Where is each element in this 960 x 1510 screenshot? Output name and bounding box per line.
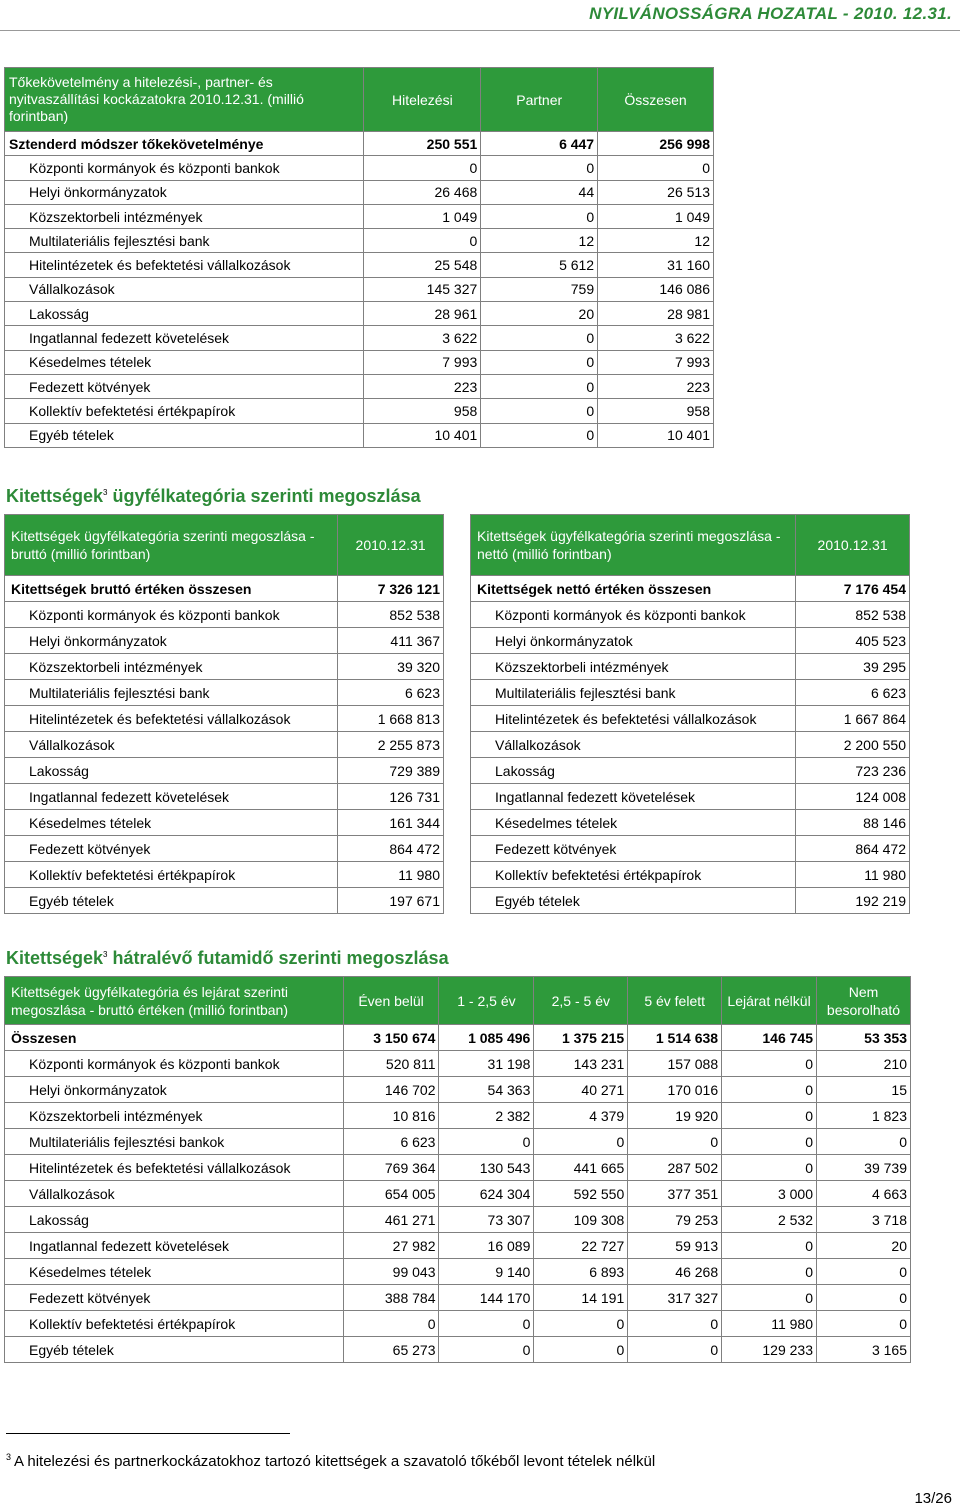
row-value: 26 513 (598, 180, 714, 204)
row-value: 54 363 (439, 1077, 534, 1103)
table1-total-value: 250 551 (364, 132, 481, 156)
table-row (5, 628, 444, 654)
row-value: 79 253 (628, 1207, 722, 1233)
row-label: Vállalkozások (5, 277, 364, 301)
row-value: 0 (364, 229, 481, 253)
table2a-total-row (5, 576, 444, 602)
row-value: 0 (534, 1129, 628, 1155)
table-row (471, 732, 910, 758)
row-value: 5 612 (481, 253, 598, 277)
table3-total-value: 1 514 638 (628, 1025, 722, 1051)
table-row (5, 602, 444, 628)
row-value: 729 389 (338, 758, 444, 784)
table-row (5, 1337, 911, 1363)
row-label: Egyéb tételek (471, 888, 796, 914)
table-row (5, 836, 444, 862)
row-value: 197 671 (338, 888, 444, 914)
row-value: 0 (481, 156, 598, 180)
row-value: 157 088 (628, 1051, 722, 1077)
table-row (471, 810, 910, 836)
row-value: 22 727 (534, 1233, 628, 1259)
row-value: 0 (722, 1077, 817, 1103)
row-label: Kollektív befektetési értékpapírok (5, 399, 364, 423)
row-value: 852 538 (338, 602, 444, 628)
row-value: 170 016 (628, 1077, 722, 1103)
table-row (5, 1129, 911, 1155)
row-value: 11 980 (796, 862, 910, 888)
table3-col-header: Nem besorolható (817, 977, 911, 1025)
row-value: 388 784 (343, 1285, 439, 1311)
footnote-rule (6, 1433, 290, 1434)
table2a-title: Kitettségek ügyfélkategória szerinti megoszlása - bruttó (millió forintban) (5, 515, 338, 576)
table3-col-header: 2,5 - 5 év (534, 977, 628, 1025)
row-value: 317 327 (628, 1285, 722, 1311)
row-value: 2 200 550 (796, 732, 910, 758)
row-value: 723 236 (796, 758, 910, 784)
row-value: 769 364 (343, 1155, 439, 1181)
row-value: 0 (722, 1155, 817, 1181)
row-value: 0 (817, 1259, 911, 1285)
row-value: 0 (481, 204, 598, 228)
row-value: 39 739 (817, 1155, 911, 1181)
table-row (5, 784, 444, 810)
row-value: 11 980 (338, 862, 444, 888)
table2b-title: Kitettségek ügyfélkategória szerinti megoszlása - nettó (millió forintban) (471, 515, 796, 576)
table-row (5, 1103, 911, 1129)
row-label: Egyéb tételek (5, 423, 364, 447)
row-value: 39 295 (796, 654, 910, 680)
row-value: 405 523 (796, 628, 910, 654)
row-value: 210 (817, 1051, 911, 1077)
header-rule (0, 30, 960, 31)
row-label: Helyi önkormányzatok (5, 180, 364, 204)
row-value: 9 140 (439, 1259, 534, 1285)
row-value: 31 198 (439, 1051, 534, 1077)
row-value: 0 (628, 1311, 722, 1337)
row-value: 130 543 (439, 1155, 534, 1181)
row-label: Vállalkozások (471, 732, 796, 758)
row-value: 88 146 (796, 810, 910, 836)
row-value: 1 823 (817, 1103, 911, 1129)
table-row (5, 862, 444, 888)
row-label: Lakosság (5, 302, 364, 326)
table1-col-header: Összesen (598, 68, 714, 132)
row-value: 0 (628, 1337, 722, 1363)
row-value: 2 532 (722, 1207, 817, 1233)
row-label: Közszektorbeli intézmények (5, 1103, 344, 1129)
row-value: 146 702 (343, 1077, 439, 1103)
table-row (5, 732, 444, 758)
row-value: 0 (722, 1259, 817, 1285)
table-row (5, 350, 714, 374)
row-label: Vállalkozások (5, 732, 338, 758)
table-row (471, 602, 910, 628)
row-value: 12 (481, 229, 598, 253)
table-row (5, 810, 444, 836)
row-value: 4 663 (817, 1181, 911, 1207)
row-value: 14 191 (534, 1285, 628, 1311)
table1-col-header: Partner (481, 68, 598, 132)
capital-requirement-table (4, 67, 714, 448)
row-value: 126 731 (338, 784, 444, 810)
row-value: 10 401 (598, 423, 714, 447)
row-value: 2 255 873 (338, 732, 444, 758)
table-row (5, 374, 714, 398)
table2b-total-row (471, 576, 910, 602)
row-label: Helyi önkormányzatok (5, 1077, 344, 1103)
table2b-body (471, 576, 910, 914)
row-value: 0 (534, 1337, 628, 1363)
row-value: 759 (481, 277, 598, 301)
row-label: Központi kormányok és központi bankok (5, 156, 364, 180)
table-row (471, 836, 910, 862)
row-value: 1 667 864 (796, 706, 910, 732)
row-label: Késedelmes tételek (5, 810, 338, 836)
row-value: 0 (439, 1337, 534, 1363)
row-value: 3 622 (364, 326, 481, 350)
table3-total-value: 53 353 (817, 1025, 911, 1051)
table-row (471, 784, 910, 810)
table1-total-value: 6 447 (481, 132, 598, 156)
maturity-exposure-table (4, 976, 911, 1363)
table2a-date: 2010.12.31 (338, 515, 444, 576)
row-value: 0 (817, 1311, 911, 1337)
row-value: 0 (343, 1311, 439, 1337)
table-row (5, 277, 714, 301)
table-row (5, 1311, 911, 1337)
table-row (5, 204, 714, 228)
table-row (471, 862, 910, 888)
row-label: Közszektorbeli intézmények (5, 654, 338, 680)
table2a-total-label: Kitettségek bruttó értéken összesen (5, 576, 338, 602)
row-value: 10 401 (364, 423, 481, 447)
row-value: 0 (534, 1311, 628, 1337)
row-value: 6 623 (338, 680, 444, 706)
table3-col-header: 1 - 2,5 év (439, 977, 534, 1025)
table-row (5, 654, 444, 680)
row-value: 852 538 (796, 602, 910, 628)
table-row (5, 253, 714, 277)
row-value: 7 993 (364, 350, 481, 374)
row-label: Egyéb tételek (5, 888, 338, 914)
table-row (471, 888, 910, 914)
row-label: Helyi önkormányzatok (5, 628, 338, 654)
row-value: 25 548 (364, 253, 481, 277)
row-label: Fedezett kötvények (471, 836, 796, 862)
table-row (5, 758, 444, 784)
row-value: 223 (364, 374, 481, 398)
row-value: 59 913 (628, 1233, 722, 1259)
row-label: Hitelintézetek és befektetési vállalkozások (5, 253, 364, 277)
table-row (5, 1181, 911, 1207)
row-value: 65 273 (343, 1337, 439, 1363)
row-value: 73 307 (439, 1207, 534, 1233)
table-row (5, 1077, 911, 1103)
row-label: Multilateriális fejlesztési bank (5, 229, 364, 253)
row-value: 6 893 (534, 1259, 628, 1285)
table3-total-row (5, 1025, 911, 1051)
table1-total-value: 256 998 (598, 132, 714, 156)
row-label: Hitelintézetek és befektetési vállalkozások (471, 706, 796, 732)
row-value: 0 (628, 1129, 722, 1155)
row-label: Késedelmes tételek (5, 350, 364, 374)
table3-total-value: 1 375 215 (534, 1025, 628, 1051)
row-value: 223 (598, 374, 714, 398)
row-label: Helyi önkormányzatok (471, 628, 796, 654)
section-title-main: Kitettségek (6, 948, 104, 968)
row-value: 0 (481, 374, 598, 398)
table2a-body (5, 576, 444, 914)
row-label: Egyéb tételek (5, 1337, 344, 1363)
row-value: 4 379 (534, 1103, 628, 1129)
row-value: 0 (817, 1129, 911, 1155)
table1-total-label: Sztenderd módszer tőkekövetelménye (5, 132, 364, 156)
table2b-total-label: Kitettségek nettó értéken összesen (471, 576, 796, 602)
table-row (5, 1285, 911, 1311)
row-value: 99 043 (343, 1259, 439, 1285)
table-row (5, 1233, 911, 1259)
row-value: 520 811 (343, 1051, 439, 1077)
row-label: Multilateriális fejlesztési bank (5, 680, 338, 706)
table3-total-value: 146 745 (722, 1025, 817, 1051)
row-value: 40 271 (534, 1077, 628, 1103)
row-label: Vállalkozások (5, 1181, 344, 1207)
row-label: Központi kormányok és központi bankok (5, 602, 338, 628)
footnote-number: 3 (6, 1452, 12, 1462)
table3-total-value: 3 150 674 (343, 1025, 439, 1051)
row-value: 624 304 (439, 1181, 534, 1207)
row-label: Késedelmes tételek (5, 1259, 344, 1285)
table1-title: Tőkekövetelmény a hitelezési-, partner- és nyitvaszállítási kockázatokra 2010.12.31. (millió forintban) (5, 68, 364, 132)
row-label: Lakosság (471, 758, 796, 784)
row-label: Kollektív befektetési értékpapírok (5, 1311, 344, 1337)
row-label: Ingatlannal fedezett követelések (5, 1233, 344, 1259)
row-value: 145 327 (364, 277, 481, 301)
row-value: 11 980 (722, 1311, 817, 1337)
row-value: 19 920 (628, 1103, 722, 1129)
row-value: 28 981 (598, 302, 714, 326)
row-value: 124 008 (796, 784, 910, 810)
row-value: 7 993 (598, 350, 714, 374)
row-label: Kollektív befektetési értékpapírok (5, 862, 338, 888)
table1-col-header: Hitelezési (364, 68, 481, 132)
row-value: 6 623 (796, 680, 910, 706)
row-label: Lakosság (5, 1207, 344, 1233)
row-value: 377 351 (628, 1181, 722, 1207)
row-value: 12 (598, 229, 714, 253)
row-value: 654 005 (343, 1181, 439, 1207)
row-value: 441 665 (534, 1155, 628, 1181)
section-title-maturity (6, 948, 449, 969)
row-value: 411 367 (338, 628, 444, 654)
row-value: 0 (722, 1051, 817, 1077)
table-row (5, 229, 714, 253)
row-value: 0 (817, 1285, 911, 1311)
table3-title: Kitettségek ügyfélkategória és lejárat szerinti megoszlása - bruttó értéken (millió forintban) (5, 977, 344, 1025)
table3-col-header: 5 év felett (628, 977, 722, 1025)
table1-body (5, 132, 714, 448)
table-row (5, 1051, 911, 1077)
row-label: Közszektorbeli intézmények (5, 204, 364, 228)
table-row (5, 399, 714, 423)
row-value: 1 668 813 (338, 706, 444, 732)
row-label: Kollektív befektetési értékpapírok (471, 862, 796, 888)
table3-col-header: Éven belül (343, 977, 439, 1025)
row-value: 0 (481, 326, 598, 350)
table-row (5, 680, 444, 706)
row-label: Késedelmes tételek (471, 810, 796, 836)
row-value: 16 089 (439, 1233, 534, 1259)
row-value: 0 (364, 156, 481, 180)
row-value: 20 (481, 302, 598, 326)
table-row (5, 1259, 911, 1285)
row-value: 39 320 (338, 654, 444, 680)
table-row (5, 888, 444, 914)
row-value: 3 622 (598, 326, 714, 350)
row-label: Közszektorbeli intézmények (471, 654, 796, 680)
row-value: 144 170 (439, 1285, 534, 1311)
row-value: 0 (722, 1129, 817, 1155)
row-value: 46 268 (628, 1259, 722, 1285)
footnote-ref: 3 (103, 488, 108, 497)
row-value: 958 (364, 399, 481, 423)
row-value: 109 308 (534, 1207, 628, 1233)
section-title-rest: hátralévő futamidő szerinti megoszlása (107, 948, 449, 968)
row-value: 44 (481, 180, 598, 204)
row-value: 10 816 (343, 1103, 439, 1129)
table-row (471, 706, 910, 732)
row-value: 1 049 (598, 204, 714, 228)
row-value: 461 271 (343, 1207, 439, 1233)
row-value: 864 472 (338, 836, 444, 862)
row-value: 6 623 (343, 1129, 439, 1155)
row-value: 146 086 (598, 277, 714, 301)
section-title-client-category (6, 486, 421, 507)
footnote (6, 1452, 655, 1470)
table-row (5, 156, 714, 180)
section-title-rest: ügyfélkategória szerinti megoszlása (107, 486, 421, 506)
table-row (471, 628, 910, 654)
table3-total-label: Összesen (5, 1025, 344, 1051)
row-value: 0 (439, 1129, 534, 1155)
table-row (5, 1155, 911, 1181)
row-value: 161 344 (338, 810, 444, 836)
row-value: 864 472 (796, 836, 910, 862)
row-value: 31 160 (598, 253, 714, 277)
table-row (471, 654, 910, 680)
table2a-total-value: 7 326 121 (338, 576, 444, 602)
row-value: 0 (722, 1103, 817, 1129)
row-label: Multilateriális fejlesztési bank (471, 680, 796, 706)
table-row (5, 706, 444, 732)
footnote-ref: 3 (103, 950, 108, 959)
table-row (471, 680, 910, 706)
row-value: 958 (598, 399, 714, 423)
row-value: 15 (817, 1077, 911, 1103)
table3-col-header: Lejárat nélkül (722, 977, 817, 1025)
row-value: 143 231 (534, 1051, 628, 1077)
row-value: 287 502 (628, 1155, 722, 1181)
row-value: 0 (598, 156, 714, 180)
row-value: 2 382 (439, 1103, 534, 1129)
row-label: Multilateriális fejlesztési bankok (5, 1129, 344, 1155)
row-value: 0 (481, 423, 598, 447)
table1-total-row (5, 132, 714, 156)
page-number: 13/26 (914, 1490, 952, 1507)
table3-body (5, 1025, 911, 1363)
table-row (5, 180, 714, 204)
row-value: 129 233 (722, 1337, 817, 1363)
row-label: Központi kormányok és központi bankok (471, 602, 796, 628)
table-row (5, 302, 714, 326)
table3-total-value: 1 085 496 (439, 1025, 534, 1051)
row-value: 3 718 (817, 1207, 911, 1233)
row-label: Fedezett kötvények (5, 1285, 344, 1311)
row-value: 3 165 (817, 1337, 911, 1363)
table2b-date: 2010.12.31 (796, 515, 910, 576)
row-value: 3 000 (722, 1181, 817, 1207)
row-label: Fedezett kötvények (5, 374, 364, 398)
net-exposure-table (470, 514, 910, 914)
table-row (5, 1207, 911, 1233)
table-row (5, 423, 714, 447)
row-label: Fedezett kötvények (5, 836, 338, 862)
row-value: 0 (439, 1311, 534, 1337)
row-label: Hitelintézetek és befektetési vállalkozások (5, 1155, 344, 1181)
row-label: Ingatlannal fedezett követelések (471, 784, 796, 810)
table2b-total-value: 7 176 454 (796, 576, 910, 602)
row-value: 0 (481, 399, 598, 423)
row-label: Ingatlannal fedezett követelések (5, 326, 364, 350)
table-row (5, 326, 714, 350)
row-value: 0 (722, 1285, 817, 1311)
row-value: 192 219 (796, 888, 910, 914)
row-value: 0 (722, 1233, 817, 1259)
row-value: 0 (481, 350, 598, 374)
row-label: Hitelintézetek és befektetési vállalkozások (5, 706, 338, 732)
table-row (471, 758, 910, 784)
row-value: 592 550 (534, 1181, 628, 1207)
gross-exposure-table (4, 514, 444, 914)
row-value: 27 982 (343, 1233, 439, 1259)
document-header-title: NYILVÁNOSSÁGRA HOZATAL - 2010. 12.31. (589, 4, 952, 23)
footnote-text: A hitelezési és partnerkockázatokhoz tartozó kitettségek a szavatoló tőkéből levont tételek nélkül (14, 1453, 656, 1470)
section-title-main: Kitettségek (6, 486, 104, 506)
row-label: Központi kormányok és központi bankok (5, 1051, 344, 1077)
row-label: Ingatlannal fedezett követelések (5, 784, 338, 810)
row-value: 1 049 (364, 204, 481, 228)
row-value: 20 (817, 1233, 911, 1259)
row-value: 28 961 (364, 302, 481, 326)
row-value: 26 468 (364, 180, 481, 204)
row-label: Lakosság (5, 758, 338, 784)
